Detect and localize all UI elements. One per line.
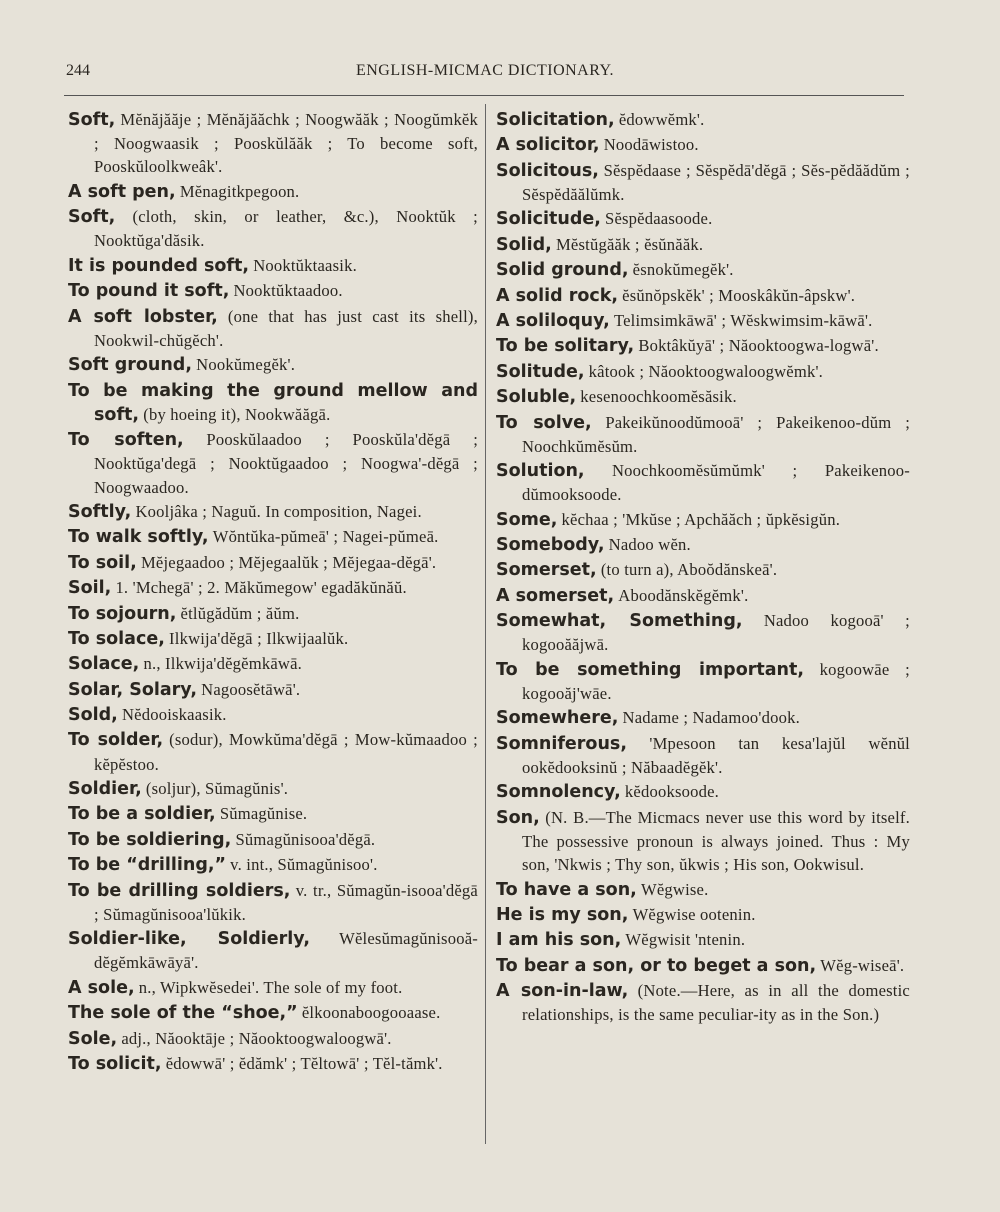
entry-definition: (N. B.—The Micmacs never use this word by itself. The possessive pronoun is always joined. Thus : My son, 'Nkwis ; Thy son, ŭkwis ; His son, Ookwisul. — [522, 807, 910, 875]
entry-definition: Pakeikŭnoodŭmooā' ; Pakeikenoo-dŭm ; Noochkŭmĕsŭm. — [522, 412, 910, 456]
dictionary-entry — [496, 558, 910, 582]
entry-definition: kĕchaa ; 'Mkŭse ; Apchăăch ; ŭpkĕsigŭn. — [561, 509, 841, 529]
entry-headword: To soften, — [68, 430, 184, 451]
entry-headword: I am his son, — [496, 930, 622, 951]
entry-headword: To solder, — [68, 730, 164, 751]
entry-definition: Boktâkŭyā' ; Năooktoogwa-logwā'. — [638, 336, 879, 356]
entry-headword: To be a soldier, — [68, 804, 216, 825]
entry-definition: kesenoochkoomĕsăsik. — [580, 387, 737, 407]
entry-definition: Aboodănskĕgĕmk'. — [618, 585, 749, 605]
dictionary-entry — [68, 1001, 478, 1025]
dictionary-entry — [68, 205, 478, 252]
entry-definition: Wĕgwisit 'ntenin. — [625, 930, 746, 950]
entry-headword: A soft pen, — [68, 181, 176, 202]
dictionary-entry — [68, 279, 478, 303]
entry-definition: kogoowāe ; kogooăj'wāe. — [522, 659, 910, 704]
entry-definition: n., Ilkwija'dĕgĕmkāwā. — [143, 654, 303, 674]
dictionary-entry — [496, 508, 910, 532]
dictionary-entry — [68, 802, 478, 826]
page-header — [66, 62, 904, 86]
entry-definition: (by hoeing it), Nookwăăgā. — [143, 404, 331, 424]
entry-definition: ĕdowwā' ; ĕdămk' ; Tĕltowā' ; Tĕl-tămk'. — [165, 1053, 443, 1073]
dictionary-entry — [496, 411, 910, 458]
dictionary-entry — [68, 627, 478, 651]
entry-definition: (one that has just cast its shell), Nookwil-chŭgĕch'. — [94, 306, 478, 350]
entry-headword: Somewhere, — [496, 708, 619, 729]
entry-headword: To soil, — [68, 552, 137, 573]
entry-definition: Nagoosĕtāwā'. — [201, 679, 301, 699]
entry-definition: Nĕdooiskaasik. — [121, 705, 227, 725]
dictionary-entry — [68, 576, 478, 600]
entry-headword: Sole, — [68, 1028, 118, 1049]
entry-headword: Solicitude, — [496, 209, 601, 230]
entry-headword: Solid, — [496, 234, 552, 255]
dictionary-entry — [68, 927, 478, 974]
entry-definition: ĕdowwĕmk'. — [618, 110, 705, 129]
entry-headword: Solitude, — [496, 361, 585, 382]
entry-headword: It is pounded soft, — [68, 255, 250, 276]
entry-headword: Solar, Solary, — [68, 679, 197, 700]
entry-definition: Sŭmagŭnisooa'dĕgā. — [235, 829, 376, 849]
entry-definition: Wĕgwise ootenin. — [632, 905, 756, 924]
entry-headword: Soldier, — [68, 779, 142, 800]
entry-definition: Telimsimkāwā' ; Wĕskwimsim-kāwā'. — [613, 310, 873, 330]
entry-headword: To solicit, — [68, 1053, 162, 1074]
entry-definition: Ilkwija'dĕgā ; Ilkwijaalŭk. — [169, 628, 349, 648]
entry-headword: Some, — [496, 509, 558, 530]
entry-definition: (soljur), Sŭmagŭnis'. — [145, 779, 289, 799]
dictionary-entry — [68, 500, 478, 524]
entry-definition: Sŭmagŭnise. — [219, 804, 308, 824]
entry-definition: ĕsnokŭmegĕk'. — [632, 260, 734, 280]
entry-headword: Solid ground, — [496, 260, 629, 281]
entry-headword: Soft, — [68, 110, 116, 130]
entry-definition: ĕlkoonaboogooaase. — [301, 1003, 441, 1023]
entry-headword: Son, — [496, 807, 540, 828]
right-column — [496, 108, 910, 1028]
dictionary-entry — [496, 233, 910, 257]
entry-definition: kâtook ; Năooktoogwaloogwĕmk'. — [588, 361, 824, 381]
entry-headword: A solicitor, — [496, 135, 600, 156]
dictionary-entry — [496, 609, 910, 656]
entry-headword: Soil, — [68, 578, 112, 599]
header-rule — [64, 95, 904, 96]
dictionary-entry — [68, 305, 478, 352]
entry-definition: v. int., Sŭmagŭnisoo'. — [230, 855, 378, 875]
entry-definition: ĕsŭnŏpskĕk' ; Mooskâkŭn-âpskw'. — [622, 285, 856, 305]
entry-headword: To pound it soft, — [68, 281, 230, 302]
dictionary-entry — [68, 879, 478, 926]
dictionary-entry — [496, 385, 910, 409]
entry-definition: Sĕspĕdaase ; Sĕspĕdā'dĕgā ; Sĕs-pĕdăădŭm ; Sĕspĕdăălŭmk. — [522, 160, 910, 204]
entry-definition: n., Wipkwĕsedei'. The sole of my foot. — [138, 977, 403, 997]
dictionary-entry — [68, 525, 478, 549]
entry-headword: A somerset, — [496, 585, 615, 606]
entry-headword: Soft, — [68, 207, 116, 228]
dictionary-entry — [496, 584, 910, 608]
dictionary-entry — [68, 353, 478, 377]
dictionary-entry — [68, 254, 478, 278]
dictionary-entry — [496, 159, 910, 206]
entry-definition: Nadoo kogooā' ; kogooăăjwā. — [522, 611, 910, 655]
entry-definition: Mĕstŭgăăk ; ĕsŭnăăk. — [555, 234, 704, 254]
entry-headword: Soft ground, — [68, 355, 192, 376]
entry-headword: Softly, — [68, 501, 132, 522]
dictionary-entry — [68, 428, 478, 499]
entry-headword: To sojourn, — [68, 603, 177, 624]
entry-headword: To be drilling soldiers, — [68, 880, 291, 901]
entry-definition: (to turn a), Aboŏdănskeā'. — [600, 560, 778, 580]
dictionary-entry — [68, 652, 478, 676]
dictionary-entry — [68, 728, 478, 775]
entry-definition: Nadoo wĕn. — [608, 535, 691, 555]
left-column — [68, 108, 478, 1077]
entry-headword: To be making the ground mellow and soft, — [68, 380, 478, 425]
entry-headword: A solid rock, — [496, 285, 619, 306]
dictionary-entry — [496, 878, 910, 902]
dictionary-entry — [68, 379, 478, 427]
dictionary-entry — [496, 954, 910, 978]
dictionary-entry — [496, 360, 910, 384]
dictionary-entry — [68, 1052, 478, 1076]
dictionary-entry — [68, 703, 478, 727]
dictionary-entry — [68, 180, 478, 204]
entry-headword: The sole of the “shoe,” — [68, 1003, 298, 1024]
entry-headword: To solve, — [496, 412, 592, 433]
entry-definition: Mĕnăjăăje ; Mĕnăjăăchk ; Noogwăăk ; Noogŭmkĕk ; Noogwaasik ; Pooskŭlăăk ; To become soft, Pooskŭloolkweâk'. — [94, 110, 478, 177]
entry-headword: Somnolency, — [496, 782, 621, 803]
entry-headword: Somerset, — [496, 560, 597, 581]
entry-headword: He is my son, — [496, 905, 629, 925]
dictionary-entry — [496, 309, 910, 333]
entry-headword: Somebody, — [496, 535, 605, 556]
entry-headword: Somewhat, Something, — [496, 611, 743, 632]
entry-headword: To be solitary, — [496, 336, 635, 357]
entry-headword: Somniferous, — [496, 733, 627, 754]
entry-headword: A sole, — [68, 977, 135, 998]
column-divider — [485, 104, 486, 1144]
entry-definition: (sodur), Mowkŭma'dĕgā ; Mow-kŭmaadoo ; kĕpĕstoo. — [94, 730, 478, 774]
entry-definition: Kooljâka ; Naguŭ. In composition, Nagei. — [135, 501, 422, 521]
dictionary-entry — [68, 1027, 478, 1051]
entry-definition: Wĕlesŭmagŭnisooă-dĕgĕmkāwāyā'. — [94, 929, 478, 973]
entry-headword: To have a son, — [496, 879, 637, 900]
dictionary-entry — [68, 551, 478, 575]
dictionary-entry — [496, 928, 910, 952]
entry-headword: Solution, — [496, 461, 585, 482]
dictionary-entry — [496, 133, 910, 157]
entry-definition: kĕdooksoode. — [624, 782, 720, 802]
entry-definition: Wĕg-wiseā'. — [820, 955, 905, 975]
running-title: ENGLISH-MICMAC DICTIONARY. — [355, 62, 615, 79]
dictionary-entry — [68, 777, 478, 801]
entry-definition: Pooskŭlaadoo ; Pooskŭla'dĕgā ; Nooktŭga'degā ; Nooktŭgaadoo ; Noogwa'-dĕgā ; Noogwaadoo. — [94, 430, 479, 497]
entry-definition: adj., Năooktāje ; Năooktoogwaloogwā'. — [121, 1028, 392, 1048]
dictionary-entry — [496, 658, 910, 705]
page-number: 244 — [66, 62, 90, 79]
entry-definition: 'Mpesoon tan kesa'lajŭl wĕnŭl ookĕdooksinŭ ; Năbaadĕgĕk'. — [522, 733, 910, 778]
dictionary-entry — [496, 334, 910, 358]
entry-definition: v. tr., Sŭmagŭn-isooa'dĕgā ; Sŭmagŭnisooa'lŭkik. — [94, 880, 478, 924]
entry-definition: Wĕgwise. — [640, 879, 709, 899]
entry-definition: (cloth, skin, or leather, &c.), Nooktŭk ; Nooktŭga'dăsik. — [94, 207, 478, 251]
dictionary-entry — [496, 903, 910, 927]
entry-definition: Mĕnagitkpegoon. — [179, 181, 300, 201]
entry-definition: (Note.—Here, as in all the domestic relationships, is the same peculiar-ity as in the Son.) — [522, 981, 910, 1025]
entry-definition: Wŏntŭka-pŭmeā' ; Nagei-pŭmeā. — [212, 527, 439, 547]
dictionary-entry — [496, 706, 910, 730]
entry-definition: Mĕjegaadoo ; Mĕjegaalŭk ; Mĕjegaa-dĕgā'. — [140, 552, 437, 572]
entry-definition: Sĕspĕdaasoode. — [605, 209, 713, 229]
dictionary-entry — [496, 806, 910, 877]
entry-headword: To walk softly, — [68, 527, 209, 548]
entry-headword: A son-in-law, — [496, 981, 629, 1002]
dictionary-entry — [496, 979, 910, 1026]
entry-headword: A soliloquy, — [496, 310, 610, 331]
dictionary-entry — [496, 533, 910, 557]
dictionary-entry — [496, 780, 910, 804]
entry-headword: Solicitation, — [496, 110, 615, 130]
dictionary-entry — [68, 828, 478, 852]
dictionary-entry — [68, 976, 478, 1000]
dictionary-entry — [68, 108, 478, 179]
entry-definition: Nadame ; Nadamoo'dook. — [622, 708, 800, 728]
entry-headword: To bear a son, or to beget a son, — [496, 955, 817, 976]
dictionary-entry — [496, 258, 910, 282]
entry-definition: Noochkoomĕsŭmŭmk' ; Pakeikenoo-dŭmooksoode. — [522, 461, 910, 505]
entry-definition: Nookŭmegĕk'. — [196, 355, 296, 375]
entry-definition: Nooktŭktaadoo. — [233, 281, 343, 301]
entry-definition: ĕtlŭgădŭm ; ăŭm. — [180, 603, 300, 623]
dictionary-entry — [496, 284, 910, 308]
dictionary-entry — [68, 853, 478, 877]
entry-headword: To be soldiering, — [68, 829, 232, 850]
dictionary-entry — [496, 207, 910, 231]
dictionary-entry — [496, 108, 910, 132]
entry-definition: Noodāwistoo. — [603, 135, 699, 155]
entry-headword: Solicitous, — [496, 160, 599, 181]
entry-headword: To be something important, — [496, 659, 805, 680]
dictionary-entry — [496, 459, 910, 506]
dictionary-entry — [68, 678, 478, 702]
dictionary-entry — [68, 602, 478, 626]
entry-headword: Soluble, — [496, 387, 577, 408]
entry-definition: 1. 'Mchegā' ; 2. Măkŭmegow' egadăkŭnăŭ. — [115, 578, 407, 598]
entry-headword: Soldier-like, Soldierly, — [68, 929, 310, 950]
entry-headword: Solace, — [68, 654, 140, 675]
entry-headword: Sold, — [68, 705, 118, 726]
entry-headword: A soft lobster, — [68, 306, 218, 327]
dictionary-entry — [496, 732, 910, 779]
entry-headword: To solace, — [68, 628, 165, 649]
entry-headword: To be “drilling,” — [68, 855, 227, 876]
entry-definition: Nooktŭktaasik. — [253, 255, 357, 275]
